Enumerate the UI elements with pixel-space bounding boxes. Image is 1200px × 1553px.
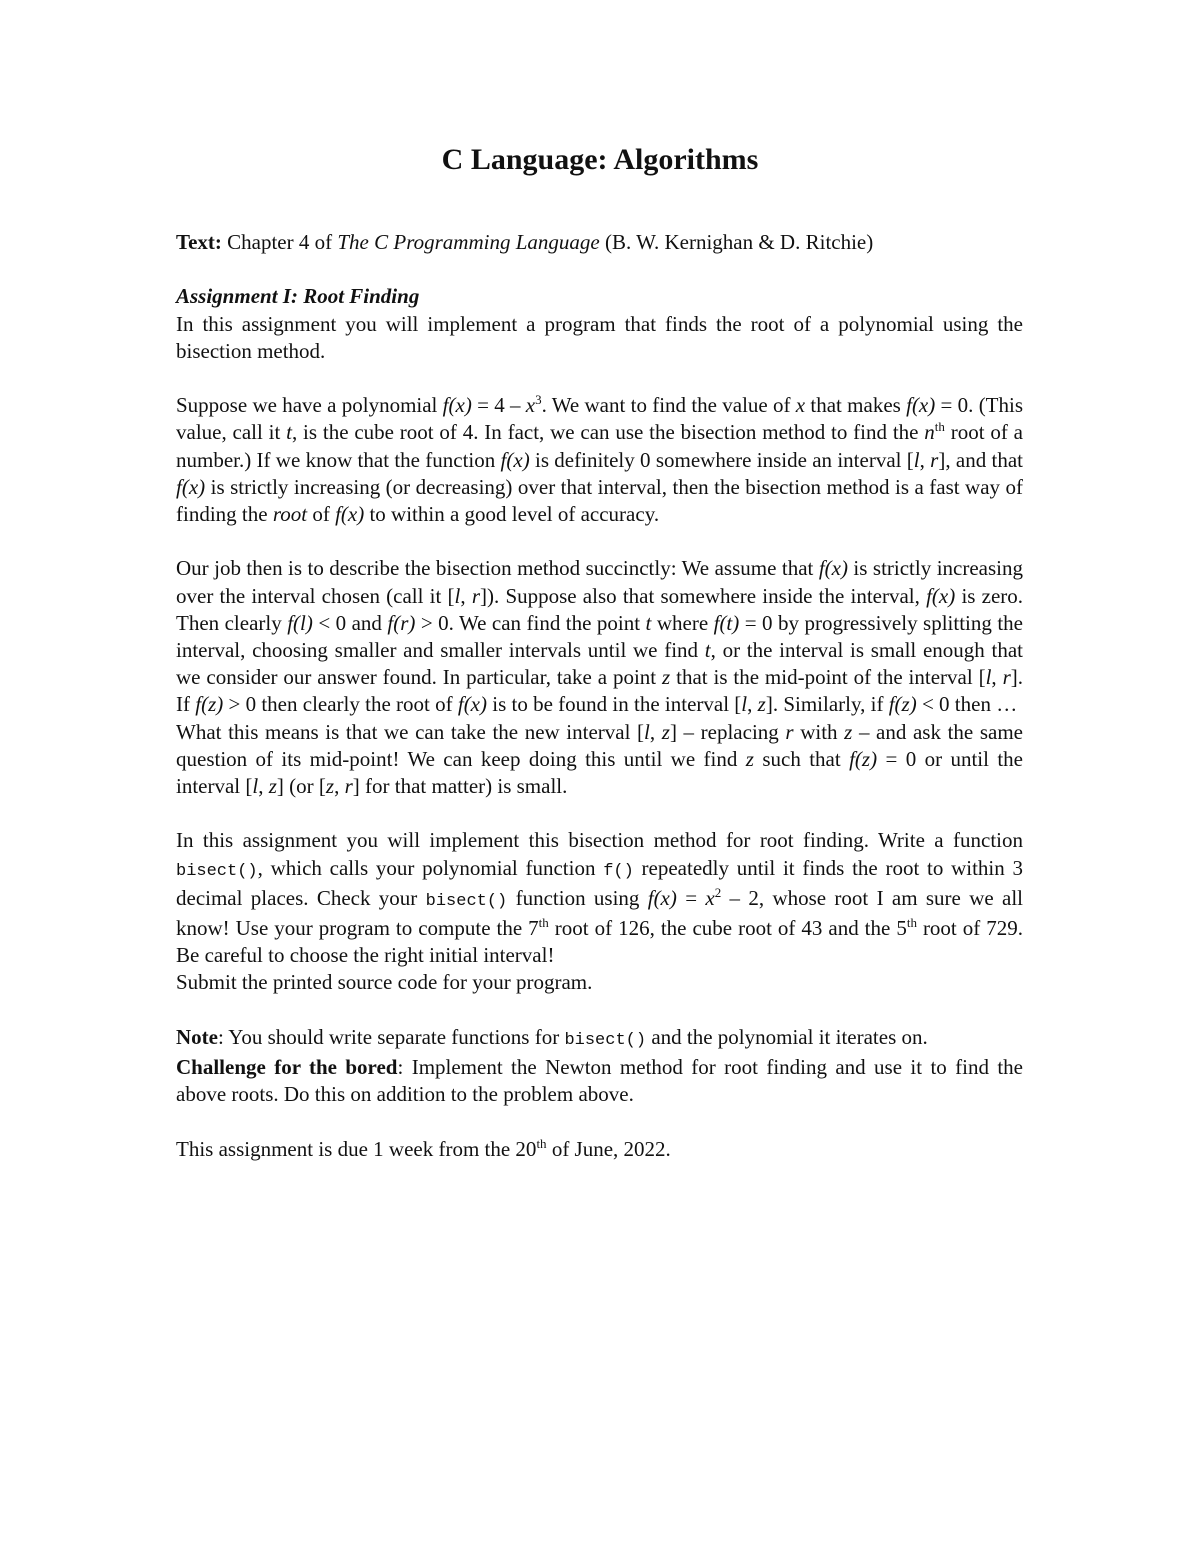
spacer — [176, 256, 1023, 283]
book-title: The C Programming Language — [337, 230, 600, 254]
bisect-code: bisect() — [176, 861, 258, 881]
spacer — [176, 365, 1023, 392]
document-title: C Language: Algorithms — [441, 143, 759, 176]
text-reference: Text: Chapter 4 of The C Programming Language (B. W. Kernighan & D. Ritchie) — [176, 230, 874, 254]
bisect-code: bisect() — [564, 1030, 647, 1050]
note-label: Note — [176, 1024, 218, 1049]
submit-line: Submit the printed source code for your program. — [176, 970, 593, 995]
spacer — [176, 800, 1023, 827]
challenge-label: Challenge for the bored — [176, 1055, 398, 1080]
polynomial-paragraph: Suppose we have a polynomial $f(x) = 4 - x^3$. We want to find the value of x that makes f(x) = 0. (This value, call it t, is the cube root of 4. In fact, we can use the bisection method to find the $n^{th}$ root of a number.) If we know that the function f(x) is definitely 0 somewhere inside an interval [l, r], and that f(x) is strictly increasing (or decreasing) over that interval, then the bisection method is a fast way of finding the root of f(x) to within a good level of accuracy. — [176, 392, 1024, 526]
spacer — [176, 1108, 1023, 1135]
interval-paragraph: What this means is that we can take the new interval [l, z] – replacing r with z – and ask the same question of its mid-point! We can keep doing this until we find z such that f(z) = 0 or until the interval [l, z] (or [z, r] for that matter) is small. — [176, 719, 1023, 799]
assignment-heading: Assignment I: Root Finding — [176, 284, 420, 309]
document-body — [176, 229, 1023, 1163]
bisect-code: bisect() — [425, 891, 508, 911]
due-date-line: This assignment is due 1 week from the 20th of June, 2022. — [176, 1135, 671, 1161]
intro-paragraph: In this assignment you will implement a program that finds the root of a polynomial using the bisection method. — [176, 311, 1023, 363]
task-paragraph: In this assignment you will implement this bisection method for root finding. Write a function bisect(), which calls your polynomial function f() repeatedly until it finds the root to within 3 decimal places. Check your bisect() function using $f(x) = x^2 - 2$, whose root I am sure we all know! Use your program to compute the 7th root of 126, the cube root of 43 and the 5th root of 729. Be careful to choose the right initial interval! — [176, 828, 1023, 968]
bisection-description-paragraph: Our job then is to describe the bisection method succinctly: We assume that f(x) is strictly increasing over the interval chosen (call it [l, r]). Suppose also that somewhere inside the interval, f(x) is zero. Then clearly f(l) < 0 and f(r) > 0. We can find the point t where f(t) = 0 by progressively splitting the interval, choosing smaller and smaller intervals until we find t, or the interval is small enough that we consider our answer found. In particular, take a point z that is the mid-point of the interval [l, r]. If f(z) > 0 then clearly the root of f(x) is to be found in the interval [l, z]. Similarly, if f(z) < 0 then … — [176, 556, 1024, 717]
spacer — [176, 997, 1023, 1024]
challenge-paragraph: Challenge for the bored: Implement the Newton method for root finding and use it to find the above roots. Do this on addition to the problem above. — [176, 1055, 1024, 1107]
note-paragraph: Note: You should write separate functions for bisect() and the polynomial it iterates on. — [176, 1024, 928, 1050]
f-code: f() — [603, 861, 634, 881]
text-label: Text: — [176, 230, 222, 254]
spacer — [176, 528, 1023, 555]
